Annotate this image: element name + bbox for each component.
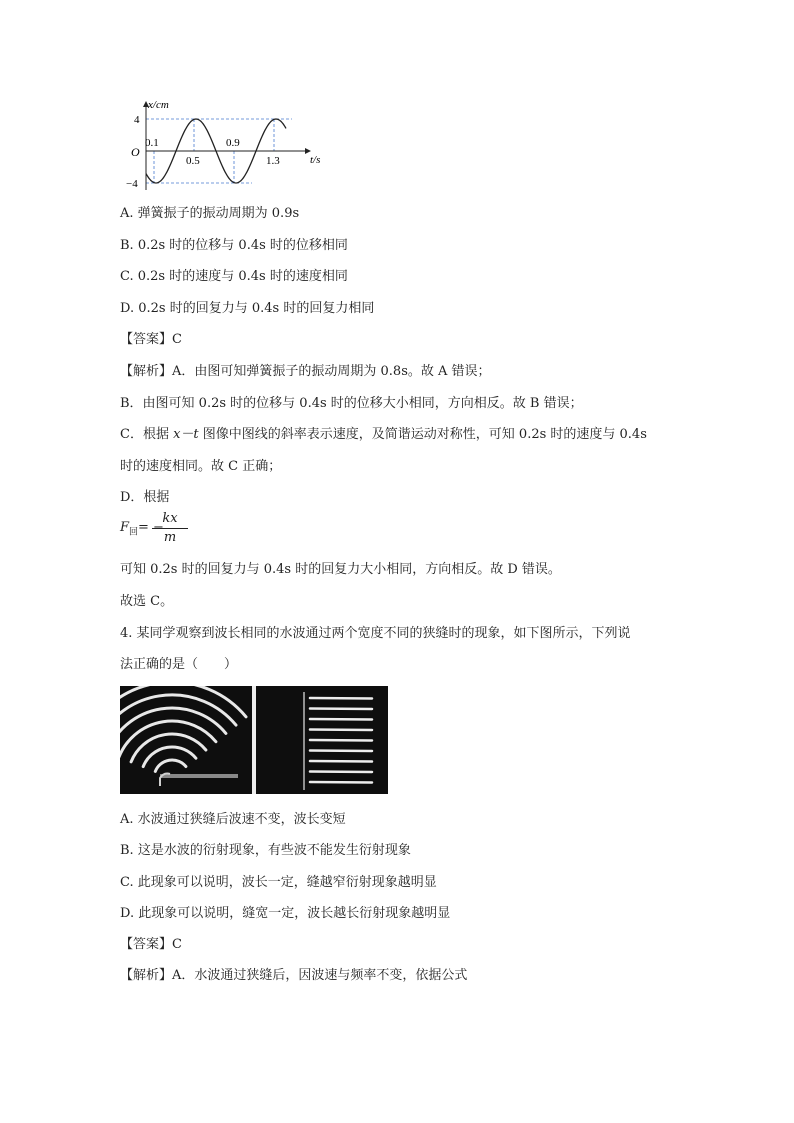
wave-photo-drawing [120,686,388,794]
x-tick-0-5: 0.5 [186,155,200,167]
q4-stem-line1: 4. 某同学观察到波长相同的水波通过两个宽度不同的狭缝时的现象，如下图所示，下列说 [120,626,631,641]
formula-numerator: kx [152,510,188,529]
wavefront-line [310,730,372,731]
q3-answer: 【答案】C [120,332,182,347]
formula-subscript: 回 [129,527,139,538]
analysis-c-suffix: 图像中图线的斜率表示速度，及简谐运动对称性，可知 0.2s 时的速度与 0.4s [198,427,647,442]
x-t-variable: x－t [173,427,199,442]
q3-analysis-d: D．根据 [120,490,170,505]
origin-label: O [131,145,140,159]
wavefront-line [310,719,372,720]
x-axis-label: t/s [310,154,321,166]
formula-lhs: $F_回$ [120,520,139,538]
formula-equals: = − [138,520,164,535]
narrow-slit-barrier [160,774,238,778]
x-tick-0-1: 0.1 [145,137,159,149]
wavefront-line [310,698,372,699]
x-tick-0-9: 0.9 [226,137,240,149]
formula-fraction [152,510,188,547]
q4-option-b: B. 这是水波的衍射现象，有些波不能发生衍射现象 [120,843,411,858]
q4-stem-line2: 法正确的是（ ） [120,657,238,672]
q4-option-c: C. 此现象可以说明，波长一定，缝越窄衍射现象越明显 [120,875,437,890]
q3-analysis-c-line1 [120,427,647,443]
water-wave-diffraction-photo [120,686,388,794]
q3-conclusion: 故选 C。 [120,594,174,609]
analysis-c-prefix: C．根据 [120,427,174,442]
panel-divider [252,686,256,794]
q3-after-formula: 可知 0.2s 时的回复力与 0.4s 时的回复力大小相同，方向相反。故 D 错误。 [120,562,561,577]
q3-option-b: B. 0.2s 时的位移与 0.4s 时的位移相同 [120,238,348,253]
wavefront-line [310,772,372,773]
q4-answer: 【答案】C [120,937,182,952]
y-tick-minus-4: −4 [126,178,138,190]
q4-option-d: D. 此现象可以说明，缝宽一定，波长越长衍射现象越明显 [120,906,451,921]
q4-analysis-a: 【解析】A．水波通过狭缝后，因波速与频率不变，依据公式 [120,968,468,983]
y-tick-4: 4 [134,114,140,126]
q3-option-d: D. 0.2s 时的回复力与 0.4s 时的回复力相同 [120,301,375,316]
q4-option-a: A. 水波通过狭缝后波速不变，波长变短 [120,812,346,827]
q3-analysis-a: 【解析】A．由图可知弹簧振子的振动周期为 0.8s。故 A 错误； [120,364,491,379]
wavefront-line [310,709,372,710]
formula-denominator: m [163,530,177,545]
q3-option-c: C. 0.2s 时的速度与 0.4s 时的速度相同 [120,269,348,284]
wavefront-line [310,761,372,762]
wavefront-line [310,740,372,741]
q3-option-a: A. 弹簧振子的振动周期为 0.9s [120,206,300,221]
q3-analysis-c-line2: 时的速度相同。故 C 正确； [120,459,282,474]
x-tick-1-3: 1.3 [266,155,280,167]
wavefront-line [310,751,372,752]
restoring-force-formula [118,508,208,552]
q3-analysis-b: B．由图可知 0.2s 时的位移与 0.4s 时的位移大小相同，方向相反。故 B 错误； [120,396,583,411]
y-axis-label: x/cm [148,99,169,111]
displacement-time-graph [120,96,340,196]
wavefront-line [310,782,372,783]
